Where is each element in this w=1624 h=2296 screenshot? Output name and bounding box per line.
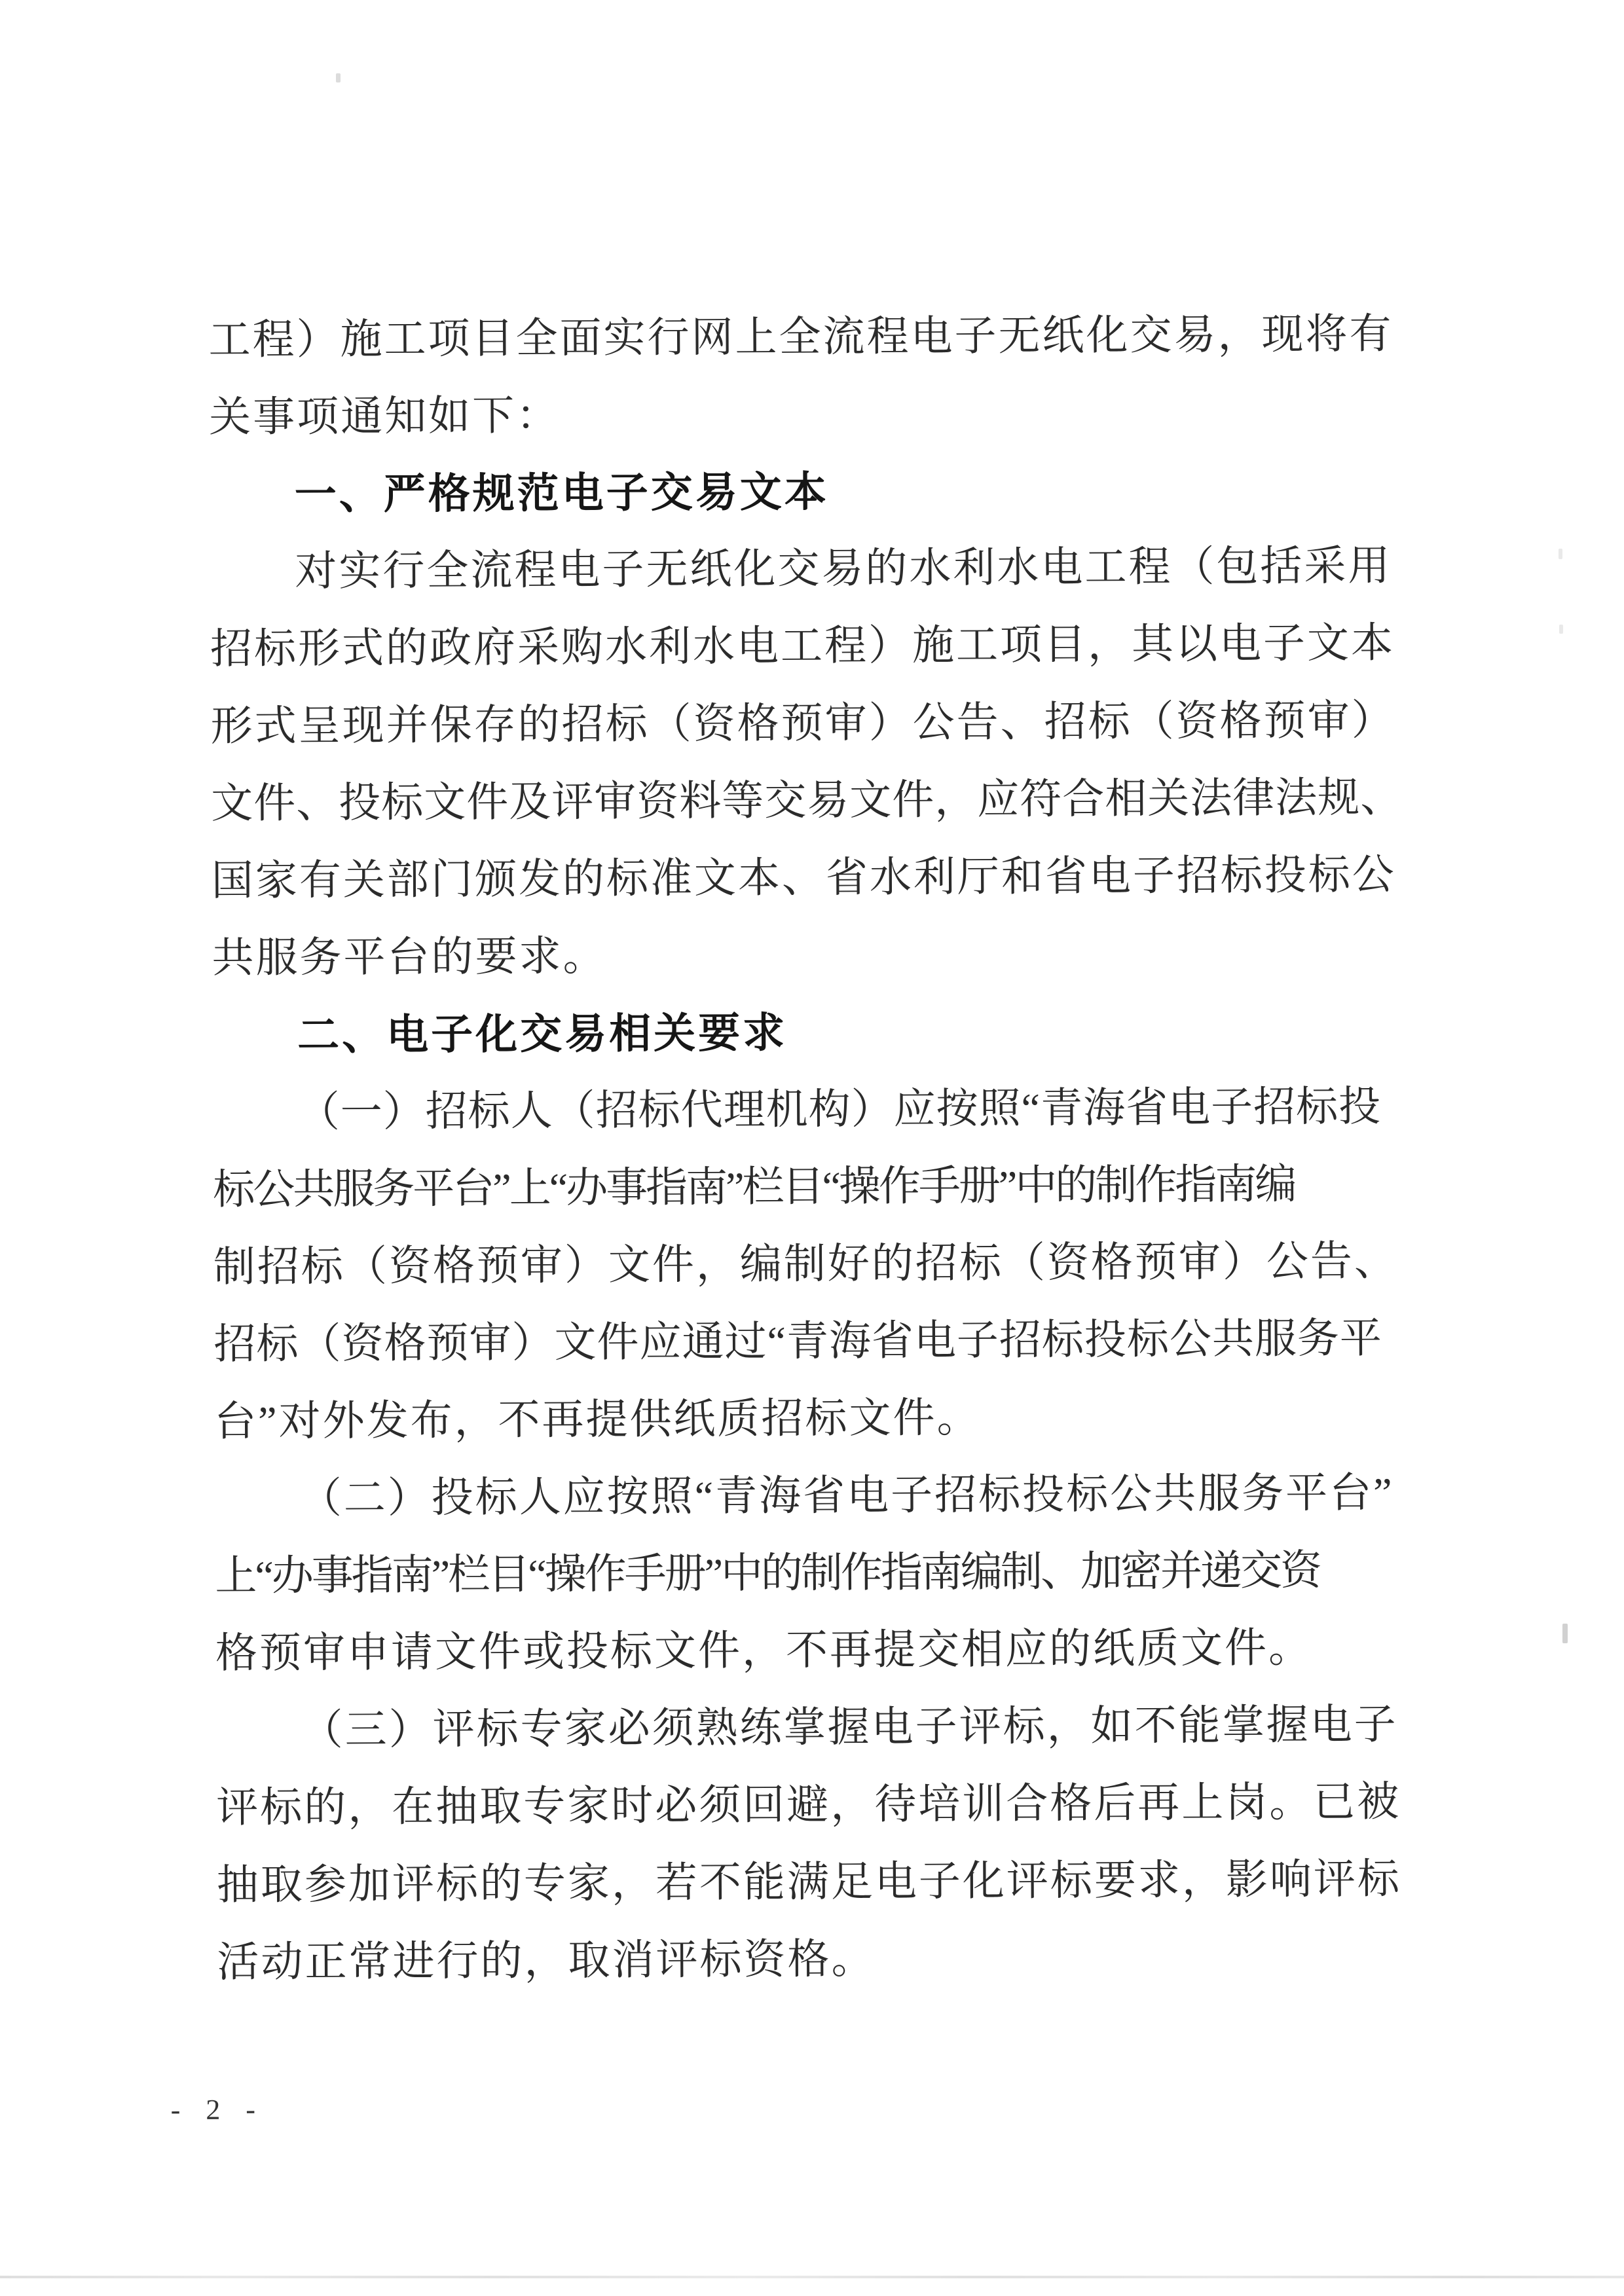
text-line: 上“办事指南”栏目“操作手册”中的制作指南编制、加密并递交资: [215, 1546, 1321, 1599]
text-line: 抽取参加评标的专家，若不能满足电子化评标要求，影响评标: [216, 1855, 1402, 1908]
text-line: 标公共服务平台”上“办事指南”栏目“操作手册”中的制作指南编: [213, 1161, 1295, 1213]
text-line: 制招标（资格预审）文件，编制好的招标（资格预审）公告、: [213, 1237, 1399, 1290]
section-heading: 二、电子化交易相关要求: [297, 1009, 788, 1059]
text-line: 国家有关部门颁发的标准文本、省水利厅和省电子招标投标公: [211, 851, 1397, 904]
scan-speck: [1562, 1624, 1568, 1643]
text-line: 招标（资格预审）文件应通过“青海省电子招标投标公共服务平: [213, 1315, 1383, 1368]
text-line: 评标的，在抽取专家时必须回避，待培训合格后再上岗。已被: [216, 1778, 1401, 1831]
text-line: 活动正常进行的，取消评标资格。: [217, 1935, 876, 1986]
text-line: 工程）施工项目全面实行网上全流程电子无纸化交易，现将有: [208, 310, 1393, 363]
text-line: 台”对外发布，不再提供纸质招标文件。: [213, 1394, 981, 1445]
page-number: - 2 -: [170, 2093, 265, 2126]
text-line: （二）投标人应按照“青海省电子招标投标公共服务平台”: [299, 1469, 1394, 1522]
text-line: 共服务平台的要求。: [212, 932, 607, 981]
text-line: （三）评标专家必须熟练掌握电子评标，如不能掌握电子: [301, 1701, 1398, 1754]
text-line: 对实行全流程电子无纸化交易的水利水电工程（包括采用: [295, 542, 1392, 595]
scan-edge-line: [0, 2276, 1624, 2278]
section-heading: 一、严格规范电子交易文本: [294, 467, 829, 519]
text-line: 形式呈现并保存的招标（资格预审）公告、招标（资格预审）: [210, 697, 1395, 750]
scan-speck: [1559, 625, 1563, 634]
text-line: （一）招标人（招标代理机构）应按照“青海省电子招标投: [297, 1083, 1382, 1136]
scan-speck: [336, 73, 341, 82]
text-line: 招标形式的政府采购水利水电工程）施工项目，其以电子文本: [210, 619, 1395, 672]
text-line: 文件、投标文件及评审资料等交易文件，应符合相关法律法规、: [211, 774, 1403, 827]
text-line: 格预审申请文件或投标文件，不再提交相应的纸质文件。: [215, 1624, 1313, 1677]
scan-speck: [1559, 549, 1562, 559]
text-line: 关事项通知如下：: [208, 392, 561, 441]
